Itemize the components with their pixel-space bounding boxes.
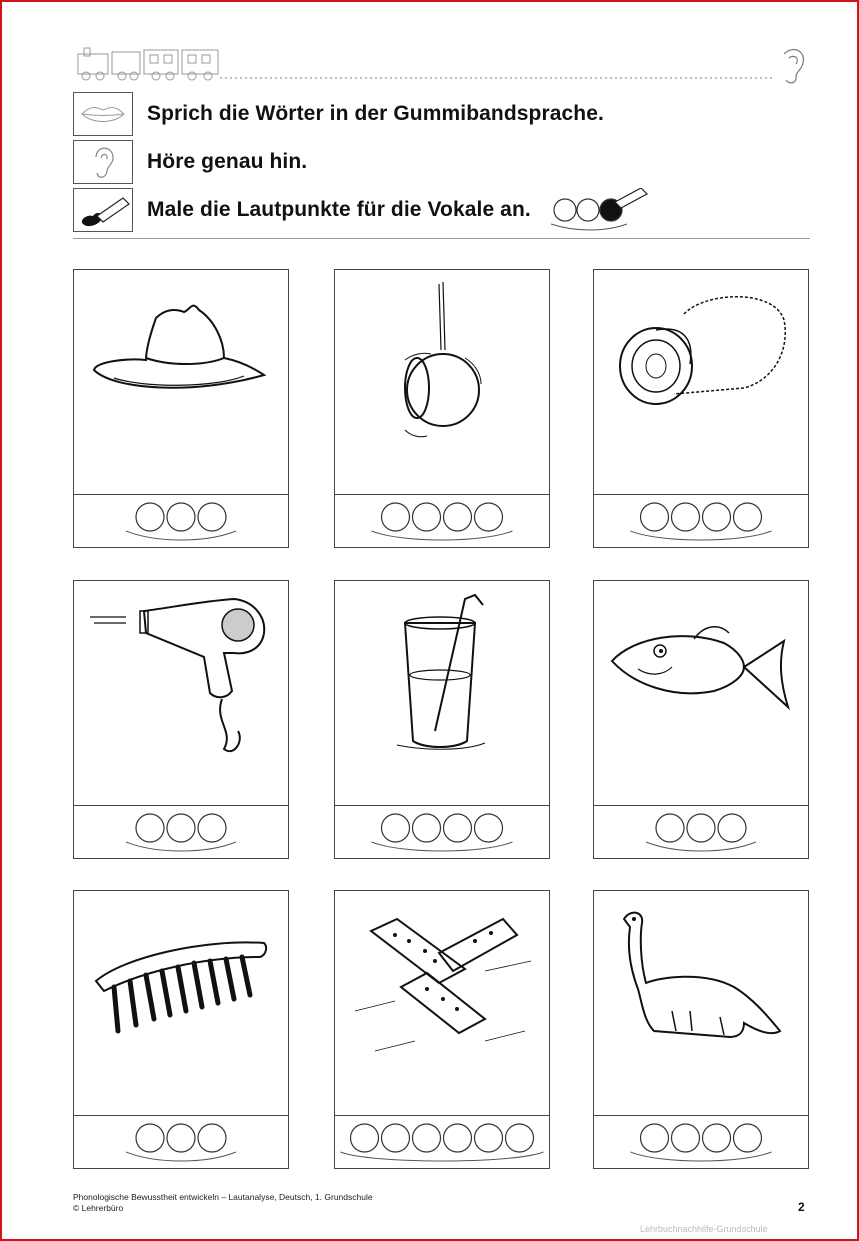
rubber-band-arc xyxy=(372,531,513,540)
vowel-dot[interactable] xyxy=(167,503,195,531)
train-icon xyxy=(78,48,218,80)
vowel-dot-row xyxy=(335,495,549,547)
hat-picture xyxy=(74,270,288,494)
instruction-row xyxy=(73,140,307,184)
footer-line: © Lehrerbüro xyxy=(73,1203,124,1213)
header-train-banner xyxy=(72,42,812,86)
crayon-icon xyxy=(73,188,133,232)
vowel-dots[interactable] xyxy=(335,806,549,858)
glass-picture xyxy=(335,581,549,805)
vowel-dot[interactable] xyxy=(444,814,472,842)
vowel-dots[interactable] xyxy=(335,1116,549,1168)
vowel-dot[interactable] xyxy=(734,503,762,531)
vowel-dots[interactable] xyxy=(74,1116,288,1168)
instruction-text: Höre genau hin. xyxy=(147,150,308,173)
footer xyxy=(73,1192,373,1214)
vowel-dots[interactable] xyxy=(594,495,808,547)
divider xyxy=(73,238,810,239)
dinosaur-picture xyxy=(594,891,808,1115)
vowel-dots[interactable] xyxy=(594,806,808,858)
yoyo-picture xyxy=(335,270,549,494)
vowel-dot-row xyxy=(335,1116,549,1168)
vowel-dot[interactable] xyxy=(382,1124,410,1152)
vowel-dots[interactable] xyxy=(335,495,549,547)
rubber-band-arc xyxy=(126,842,236,851)
vowel-dot[interactable] xyxy=(718,814,746,842)
vowel-dot[interactable] xyxy=(413,503,441,531)
picture-card xyxy=(593,269,809,548)
picture-card xyxy=(334,890,550,1169)
ear-icon xyxy=(73,140,133,184)
vowel-dot[interactable] xyxy=(382,814,410,842)
vowel-dot[interactable] xyxy=(703,1124,731,1152)
vowel-dot[interactable] xyxy=(413,1124,441,1152)
vowel-dot[interactable] xyxy=(167,1124,195,1152)
picture-card xyxy=(593,890,809,1169)
rubber-band-arc xyxy=(372,842,513,851)
vowel-dot[interactable] xyxy=(136,814,164,842)
vowel-dot[interactable] xyxy=(444,503,472,531)
vowel-dot[interactable] xyxy=(703,503,731,531)
vowel-dot[interactable] xyxy=(475,814,503,842)
vowel-dot[interactable] xyxy=(198,503,226,531)
vowel-dots[interactable] xyxy=(594,1116,808,1168)
hairdryer-picture xyxy=(74,581,288,805)
instruction-text: Sprich die Wörter in der Gummibandsprache. xyxy=(147,102,604,125)
vowel-dot[interactable] xyxy=(198,814,226,842)
vowel-dot-row xyxy=(74,806,288,858)
vowel-dot[interactable] xyxy=(656,814,684,842)
picture-card xyxy=(334,269,550,548)
picture-card xyxy=(73,890,289,1169)
vowel-dot[interactable] xyxy=(475,503,503,531)
fish-picture xyxy=(594,581,808,805)
rubber-band-arc xyxy=(126,531,236,540)
domino-picture xyxy=(335,891,549,1115)
vowel-dot-row xyxy=(74,495,288,547)
vowel-dot[interactable] xyxy=(167,814,195,842)
instruction-row xyxy=(73,188,655,232)
picture-card xyxy=(73,269,289,548)
vowel-dot-row xyxy=(335,806,549,858)
rubber-band-arc xyxy=(126,1152,236,1161)
rubber-band-arc xyxy=(646,842,756,851)
rubber-band-arc xyxy=(631,531,772,540)
vowel-dot[interactable] xyxy=(382,503,410,531)
instruction-text: Male die Lautpunkte für die Vokale an. xyxy=(147,198,531,221)
picture-card xyxy=(73,580,289,859)
vowel-dot[interactable] xyxy=(198,1124,226,1152)
ear-icon xyxy=(784,50,803,83)
vowel-dot[interactable] xyxy=(687,814,715,842)
vowel-dot[interactable] xyxy=(136,503,164,531)
vowel-dot[interactable] xyxy=(641,1124,669,1152)
vowel-dot-example-icon xyxy=(545,188,655,232)
vowel-dot[interactable] xyxy=(641,503,669,531)
vowel-dot[interactable] xyxy=(475,1124,503,1152)
page-number: 2 xyxy=(798,1200,805,1214)
picture-card xyxy=(593,580,809,859)
instruction-row xyxy=(73,92,604,136)
watermark: Lehrbuchnachhilfe-Grundschule xyxy=(640,1224,768,1234)
vowel-dots[interactable] xyxy=(74,495,288,547)
comb-picture xyxy=(74,891,288,1115)
footer-line: Phonologische Bewusstheit entwickeln – Lautanalyse, Deutsch, 1. Grundschule xyxy=(73,1192,373,1202)
vowel-dot[interactable] xyxy=(413,814,441,842)
vowel-dot-row xyxy=(594,806,808,858)
rubber-band-arc xyxy=(341,1152,544,1161)
vowel-dot-row xyxy=(74,1116,288,1168)
vowel-dot-row xyxy=(594,1116,808,1168)
vowel-dot[interactable] xyxy=(136,1124,164,1152)
vowel-dot[interactable] xyxy=(672,503,700,531)
vowel-dot[interactable] xyxy=(444,1124,472,1152)
vowel-dot[interactable] xyxy=(506,1124,534,1152)
vowel-dot-row xyxy=(594,495,808,547)
picture-card xyxy=(334,580,550,859)
mouth-icon xyxy=(73,92,133,136)
rubber-band-arc xyxy=(631,1152,772,1161)
kiwi-picture xyxy=(594,270,808,494)
vowel-dot[interactable] xyxy=(672,1124,700,1152)
vowel-dot[interactable] xyxy=(351,1124,379,1152)
vowel-dots[interactable] xyxy=(74,806,288,858)
vowel-dot[interactable] xyxy=(734,1124,762,1152)
